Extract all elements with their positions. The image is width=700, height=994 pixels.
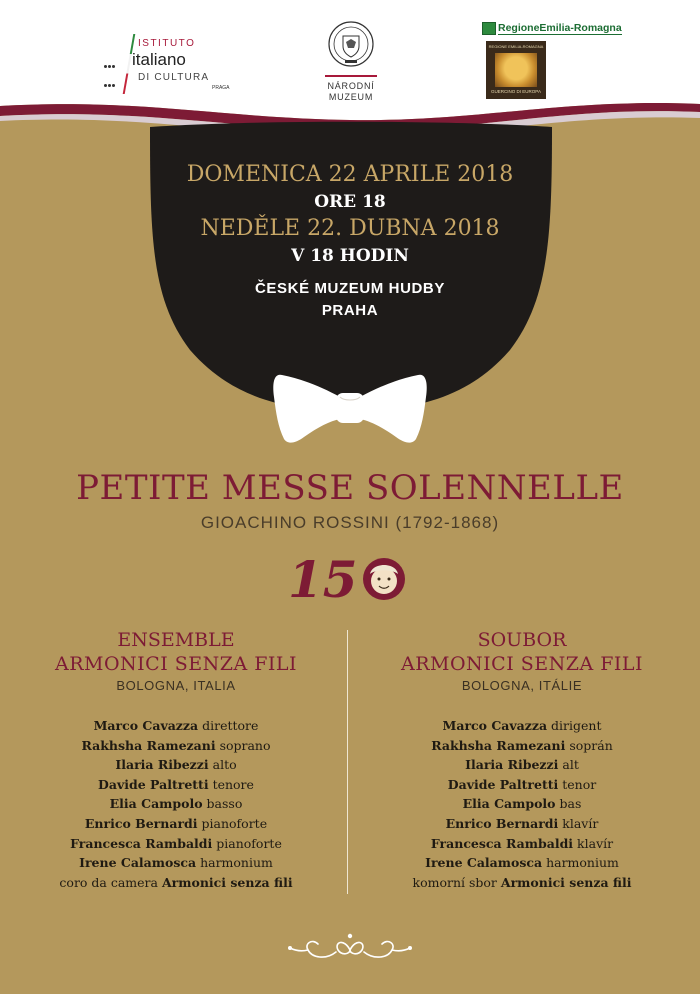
region-name: RegioneEmilia-Romagna: [498, 22, 622, 34]
performer-row: [6, 814, 346, 834]
performer-role: pianoforte: [216, 835, 282, 851]
performer-row: [352, 755, 692, 775]
performer-row: [352, 794, 692, 814]
rossini-face-icon: [288, 552, 438, 612]
performer-name: Marco Cavazza: [93, 718, 199, 733]
composer: GIOACHINO ROSSINI (1792-1868): [200, 513, 500, 532]
performer-role: harmonium: [200, 855, 273, 871]
flourish-ornament-icon: [286, 928, 414, 968]
performer-name: Ilaria Ribezzi: [465, 757, 559, 773]
time-italian: ORE 18: [314, 192, 386, 212]
concert-title: PETITE MESSE SOLENNELLE: [76, 468, 624, 508]
iic-line2: italiano: [132, 50, 186, 69]
performer-name: Irene Calamosca: [425, 855, 543, 871]
performer-role: klavír: [577, 835, 614, 851]
performer-row: [6, 853, 346, 873]
choir-row: [6, 873, 346, 893]
venue-name: ČESKÉ MUZEUM HUDBY: [255, 280, 445, 297]
iic-line1: ISTITUTO: [138, 38, 196, 49]
choir-name: Armonici senza fili: [161, 874, 293, 890]
performer-row: [6, 755, 346, 775]
performer-row: [6, 775, 346, 795]
right-column-czech: [352, 628, 692, 892]
ensemble-place: BOLOGNA, ITALIA: [116, 678, 236, 693]
museum-name-2: MUZEUM: [328, 92, 374, 102]
date-czech: NEDĚLE 22. DUBNA 2018: [200, 216, 500, 241]
performer-role: tenor: [562, 776, 597, 792]
performer-row: [352, 736, 692, 756]
performer-name: Irene Calamosca: [79, 855, 197, 871]
performer-name: Elia Campolo: [109, 796, 203, 812]
performer-row: [352, 834, 692, 854]
date-italian: DOMENICA 22 APRILE 2018: [186, 162, 514, 187]
event-info: [150, 160, 550, 322]
choir-name: Armonici senza fili: [500, 874, 632, 890]
performer-name: Ilaria Ribezzi: [115, 757, 209, 773]
performer-role: soprán: [569, 737, 613, 753]
venue-city: PRAHA: [321, 302, 379, 319]
performer-role: tenore: [212, 776, 254, 792]
choir-row: [352, 873, 692, 893]
museum-name-1: NÁRODNÍ: [327, 81, 375, 91]
performer-name: Enrico Bernardi: [84, 815, 198, 831]
choir-prefix: coro da camera: [59, 874, 158, 890]
card-bottom-text: GUERCINO DI EUROPA: [491, 89, 541, 94]
performer-role: bas: [559, 796, 582, 812]
card-top-text: REGIONE EMILIA-ROMAGNA: [488, 44, 544, 49]
bow-tie-icon: [272, 373, 428, 445]
iic-line4: PRAGA: [212, 85, 230, 91]
performer-row: [6, 716, 346, 736]
column-divider: [347, 630, 348, 894]
left-column-italian: [6, 628, 346, 892]
ensemble-place: BOLOGNA, ITÁLIE: [461, 678, 583, 693]
performer-role: pianoforte: [201, 815, 268, 831]
performer-row: [6, 736, 346, 756]
performer-name: Davide Paltretti: [447, 776, 559, 792]
performer-list: [6, 716, 346, 892]
performer-row: [352, 775, 692, 795]
choir-prefix: komorní sbor: [412, 874, 497, 890]
performer-name: Francesca Rambaldi: [430, 835, 574, 851]
ensemble-heading: ENSEMBLE: [117, 629, 235, 651]
performer-role: direttore: [202, 718, 259, 733]
iic-line3: DI CULTURA: [138, 72, 210, 83]
performer-name: Francesca Rambaldi: [70, 835, 213, 851]
performer-row: [352, 853, 692, 873]
performer-name: Elia Campolo: [462, 796, 556, 812]
ensemble-name: ARMONICI SENZA FILI: [400, 653, 644, 675]
performer-name: Enrico Bernardi: [445, 815, 559, 831]
performer-name: Marco Cavazza: [442, 718, 548, 733]
performer-name: Rakhsha Ramezani: [431, 737, 566, 753]
performer-row: [352, 716, 692, 736]
performer-role: basso: [206, 796, 243, 812]
performer-role: harmonium: [546, 855, 619, 871]
performer-name: Davide Paltretti: [98, 776, 209, 792]
performer-role: dirigent: [551, 718, 602, 733]
performer-name: Rakhsha Ramezani: [81, 737, 216, 753]
performer-role: alt: [562, 757, 579, 773]
performer-role: soprano: [219, 737, 271, 753]
performer-list: [352, 716, 692, 892]
performer-role: klavír: [562, 815, 599, 831]
time-czech: V 18 HODIN: [291, 246, 409, 266]
performer-row: [6, 834, 346, 854]
ensemble-heading: SOUBOR: [477, 629, 567, 651]
performer-row: [6, 794, 346, 814]
anniversary-number: 15: [288, 550, 358, 609]
performer-row: [352, 814, 692, 834]
ensemble-name: ARMONICI SENZA FILI: [54, 653, 298, 675]
performer-role: alto: [212, 757, 237, 773]
